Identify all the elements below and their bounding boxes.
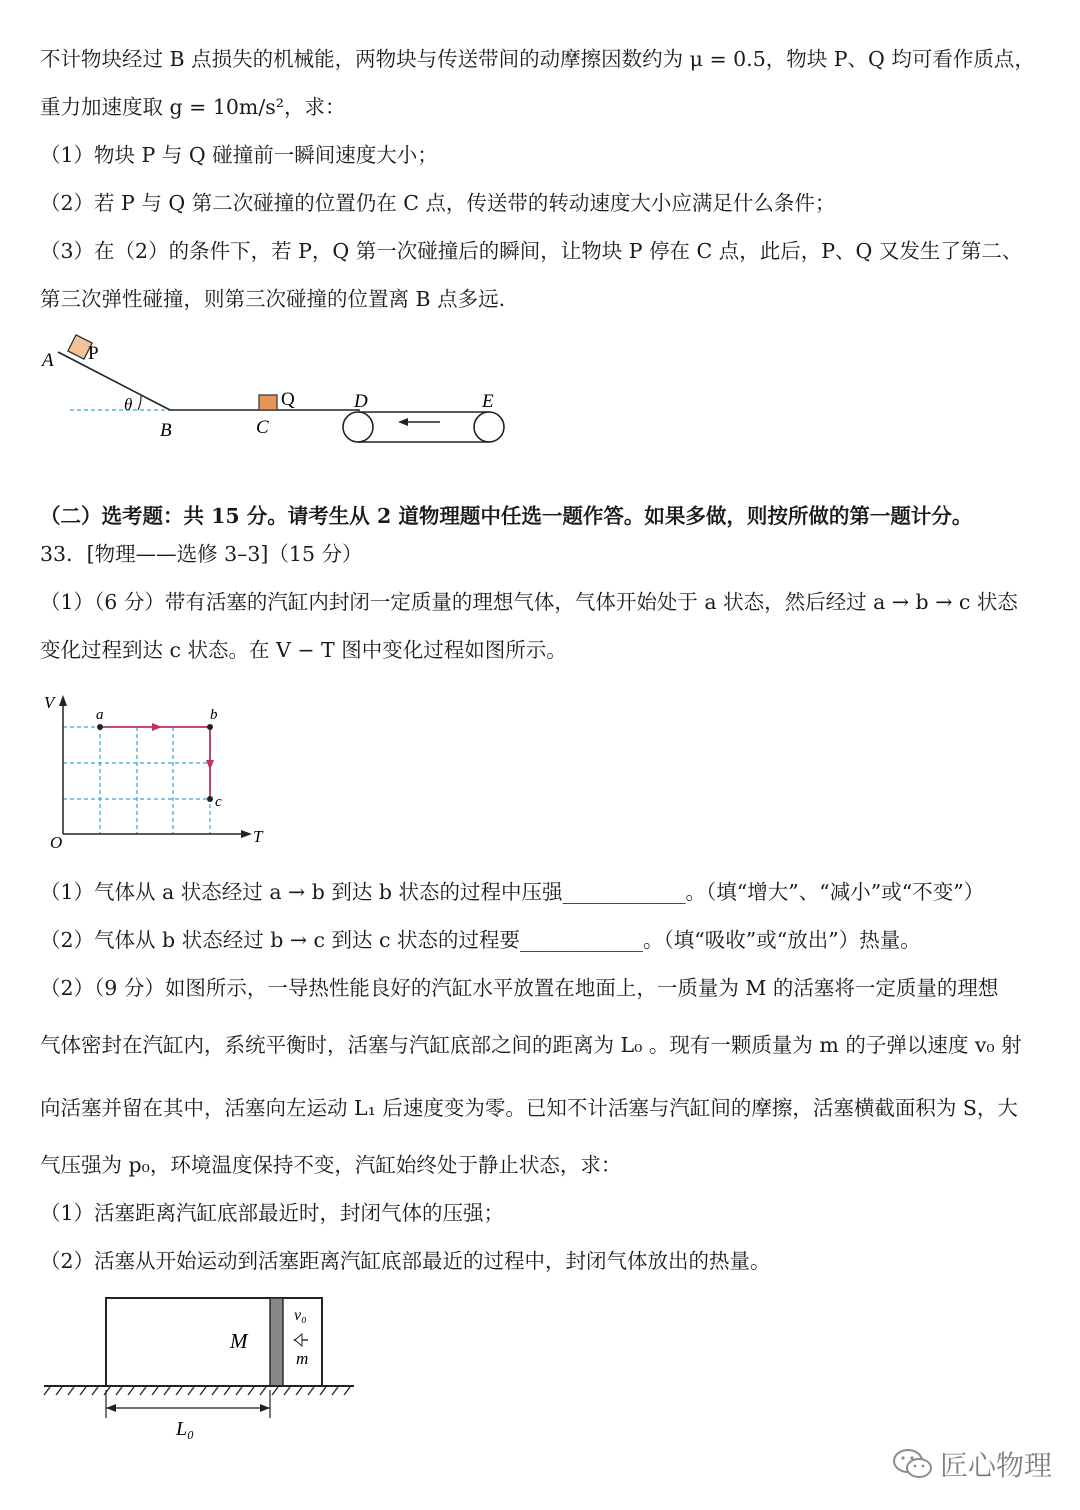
label-point-b: b	[210, 707, 218, 723]
question-1-3: （3）在（2）的条件下，若 P，Q 第一次碰撞后的瞬间，让物块 P 停在 C 点，此后，P、Q 又发生了第二、	[40, 239, 1023, 263]
v-axis-arrow	[59, 695, 67, 706]
pulley-d	[343, 412, 373, 442]
process-b-c-arrow	[206, 760, 214, 770]
text-line-1: 不计物块经过 B 点损失的机械能，两物块与传送带间的动摩擦因数约为 μ = 0.5，物块 P、Q 均可看作质点，	[40, 47, 1035, 71]
label-d: D	[354, 391, 368, 412]
v-t-graph	[40, 690, 280, 855]
incline-line	[58, 352, 170, 410]
label-b: B	[160, 420, 172, 441]
theta-arc	[138, 396, 141, 410]
text-line-14: 气体密封在汽缸内，系统平衡时，活塞与汽缸底部之间的距离为 L₀ 。现有一颗质量为 m 的子弹以速度 v₀ 射	[40, 1033, 1022, 1057]
piston	[270, 1298, 283, 1386]
cylinder-piston-figure	[40, 1290, 370, 1450]
text-line-16: 气压强为 p₀，环境温度保持不变，汽缸始终处于静止状态，求：	[40, 1153, 622, 1177]
cylinder-outline	[106, 1298, 322, 1386]
label-p: P	[88, 343, 99, 364]
point-a	[97, 724, 103, 730]
wechat-icon	[892, 1447, 934, 1481]
label-l0: L₀	[176, 1418, 195, 1440]
label-point-c: c	[215, 794, 222, 810]
incline-conveyor-figure	[40, 330, 520, 445]
text-line-2: 重力加速度取 g = 10m/s²，求：	[40, 95, 346, 119]
label-m-piston: M	[230, 1329, 248, 1353]
dimension-arrow-left	[106, 1404, 116, 1412]
label-e: E	[482, 391, 494, 412]
label-m-bullet: m	[296, 1349, 309, 1368]
graph-grid	[63, 727, 210, 834]
label-theta: θ	[124, 395, 133, 414]
label-t-axis: T	[253, 827, 263, 846]
block-q	[259, 395, 277, 410]
t-axis-arrow	[241, 830, 252, 838]
question-2-1: （1）气体从 a 状态经过 a → b 到达 b 状态的过程中压强____________。（填“增大”、“减小”或“不变”）	[40, 880, 985, 904]
watermark-text: 匠心物理	[940, 1449, 1053, 1482]
watermark	[892, 1444, 1052, 1484]
label-c: C	[256, 417, 269, 438]
text-line-9: （1）（6 分）带有活塞的汽缸内封闭一定质量的理想气体，气体开始处于 a 状态，然后经过 a → b → c 状态	[40, 590, 1018, 614]
question-3-1: （1）活塞距离汽缸底部最近时，封闭气体的压强；	[40, 1201, 505, 1225]
label-point-a: a	[96, 707, 104, 723]
label-q: Q	[281, 389, 295, 410]
ground-hatching	[44, 1387, 350, 1395]
point-c	[207, 796, 213, 802]
process-a-b-arrow	[152, 723, 162, 731]
question-3-2: （2）活塞从开始运动到活塞距离汽缸底部最近的过程中，封闭气体放出的热量。	[40, 1249, 771, 1273]
question-1-1: （1）物块 P 与 Q 碰撞前一瞬间速度大小；	[40, 143, 438, 167]
question-2-2: （2）气体从 b 状态经过 b → c 到达 c 状态的过程要____________。（填“吸收”或“放出”）热量。	[40, 928, 921, 952]
text-line-10: 变化过程到达 c 状态。在 V − T 图中变化过程如图所示。	[40, 638, 567, 662]
pulley-e	[474, 412, 504, 442]
text-line-13: （2）（9 分）如图所示，一导热性能良好的汽缸水平放置在地面上，一质量为 M 的活塞将一定质量的理想	[40, 976, 999, 1000]
problem-33-title: 33．[物理——选修 3–3]（15 分）	[40, 542, 363, 566]
label-origin: O	[50, 833, 63, 852]
question-1-2: （2）若 P 与 Q 第二次碰撞的位置仍在 C 点，传送带的转动速度大小应满足什么条件；	[40, 191, 836, 215]
arrow-head	[398, 418, 408, 426]
label-v0: v₀	[294, 1307, 307, 1324]
section-heading: （二）选考题：共 15 分。请考生从 2 道物理题中任选一题作答。如果多做，则按所做的第一题计分。	[40, 504, 973, 528]
text-line-6: 第三次弹性碰撞，则第三次碰撞的位置离 B 点多远.	[40, 287, 506, 311]
dimension-arrow-right	[260, 1404, 270, 1412]
label-v-axis: V	[44, 693, 55, 712]
point-b	[207, 724, 213, 730]
label-a: A	[42, 350, 54, 371]
text-line-15: 向活塞并留在其中，活塞向左运动 L₁ 后速度变为零。已知不计活塞与汽缸间的摩擦，活塞横截面积为 S，大	[40, 1096, 1018, 1120]
